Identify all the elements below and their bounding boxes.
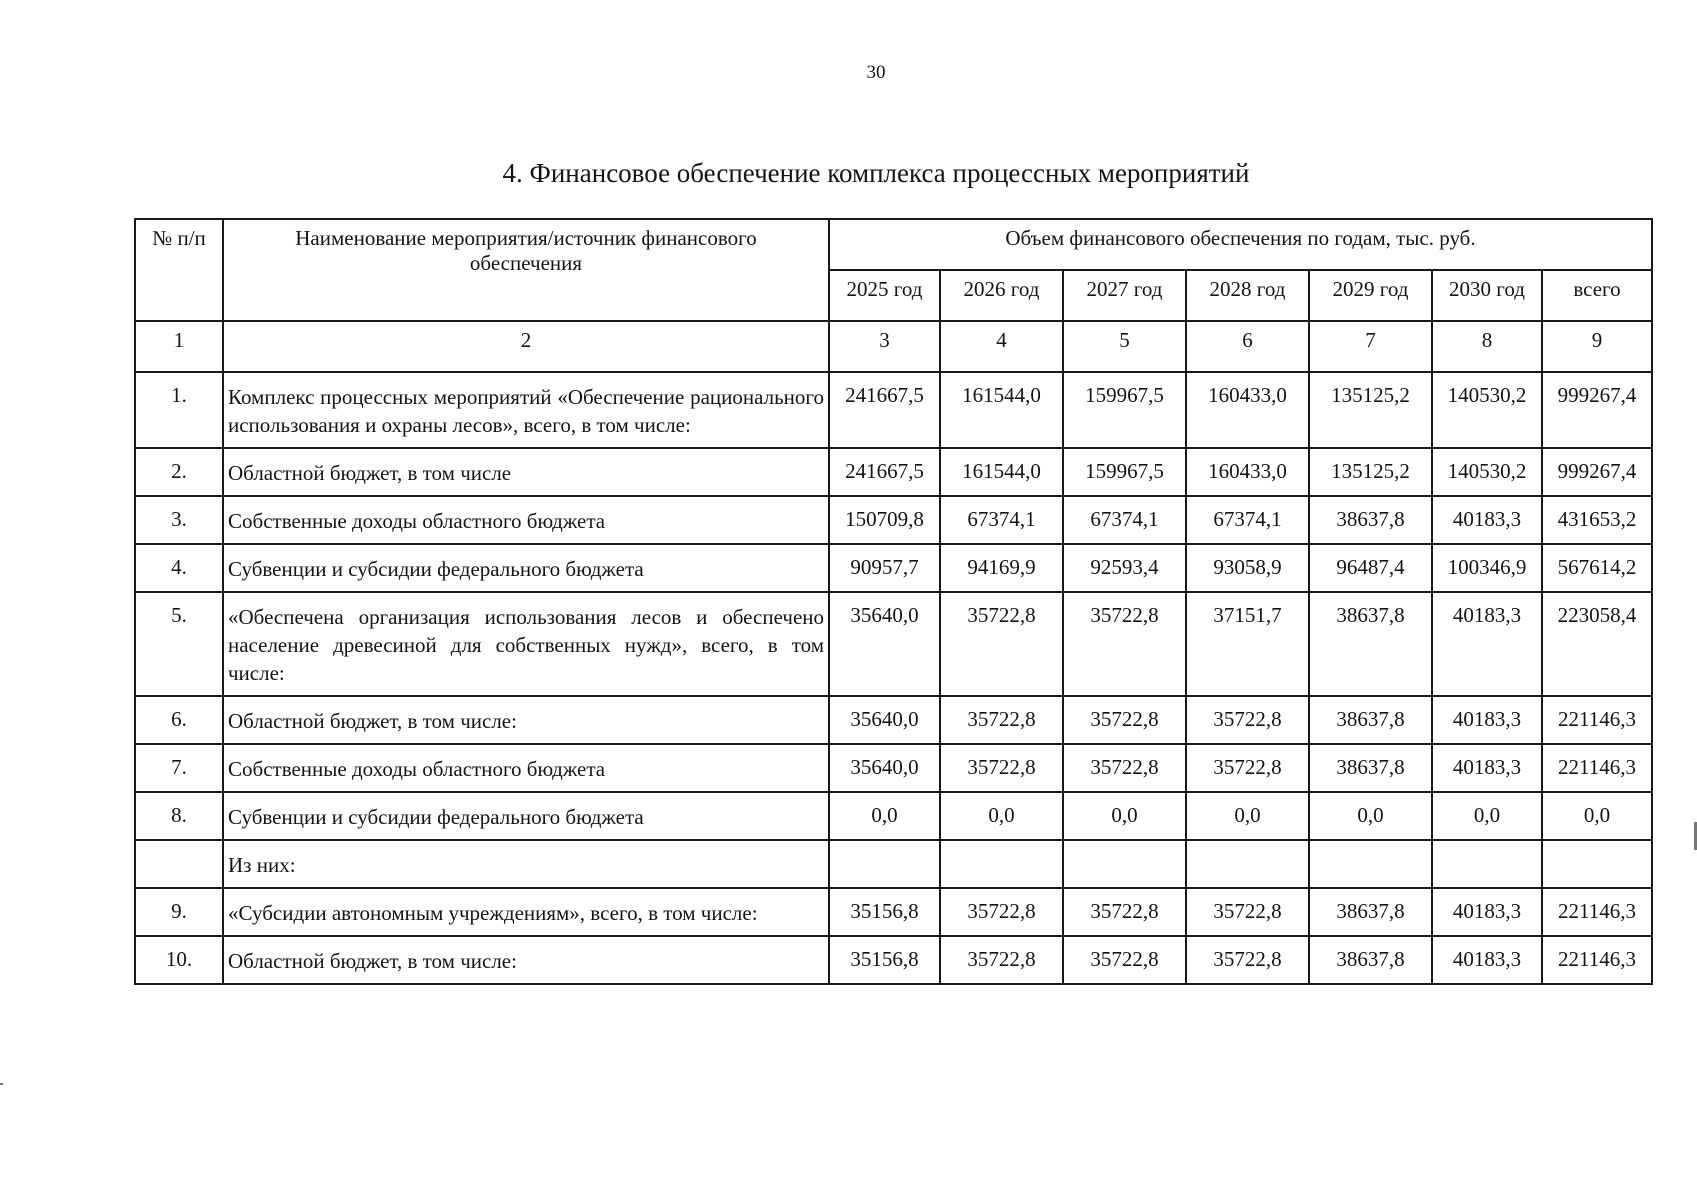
row-year-value <box>1309 840 1432 888</box>
row-year-value: 35640,0 <box>829 592 940 696</box>
row-total-value: 221146,3 <box>1542 936 1652 984</box>
row-year-value: 0,0 <box>1186 792 1309 840</box>
row-year-value: 94169,9 <box>940 544 1063 592</box>
row-year-value: 35722,8 <box>940 592 1063 696</box>
row-number: 5. <box>135 592 223 696</box>
row-year-value: 37151,7 <box>1186 592 1309 696</box>
row-year-value: 67374,1 <box>1186 496 1309 544</box>
row-year-value: 35722,8 <box>940 696 1063 744</box>
row-year-value: 38637,8 <box>1309 888 1432 936</box>
row-year-value: 160433,0 <box>1186 448 1309 496</box>
row-number: 1. <box>135 372 223 448</box>
row-total-value <box>1542 840 1652 888</box>
row-name: «Субсидии автономным учреждениям», всего, в том числе: <box>223 888 829 936</box>
table-row <box>135 448 1652 496</box>
column-index: 5 <box>1063 321 1186 372</box>
row-name: Областной бюджет, в том числе: <box>223 936 829 984</box>
scan-mark <box>0 1083 3 1085</box>
row-year-value <box>1432 840 1542 888</box>
row-year-value: 93058,9 <box>1186 544 1309 592</box>
row-name: Комплекс процессных мероприятий «Обеспечение рационального использования и охраны лесов», всего, в том числе: <box>223 372 829 448</box>
header-year: 2029 год <box>1309 270 1432 321</box>
table-row <box>135 696 1652 744</box>
row-year-value: 159967,5 <box>1063 448 1186 496</box>
header-year: 2026 год <box>940 270 1063 321</box>
row-year-value: 35722,8 <box>1063 936 1186 984</box>
row-number <box>135 840 223 888</box>
row-year-value: 160433,0 <box>1186 372 1309 448</box>
row-year-value: 35722,8 <box>1186 888 1309 936</box>
row-year-value: 35722,8 <box>940 936 1063 984</box>
row-year-value: 40183,3 <box>1432 496 1542 544</box>
row-total-value: 221146,3 <box>1542 744 1652 792</box>
row-name: Субвенции и субсидии федерального бюджета <box>223 792 829 840</box>
row-year-value: 67374,1 <box>1063 496 1186 544</box>
table-row <box>135 372 1652 448</box>
column-index: 6 <box>1186 321 1309 372</box>
column-index: 4 <box>940 321 1063 372</box>
column-index: 7 <box>1309 321 1432 372</box>
row-total-value: 999267,4 <box>1542 448 1652 496</box>
row-total-value: 223058,4 <box>1542 592 1652 696</box>
row-year-value <box>940 840 1063 888</box>
header-num: № п/п <box>135 219 223 321</box>
row-year-value: 135125,2 <box>1309 372 1432 448</box>
table-row <box>135 840 1652 888</box>
row-year-value: 92593,4 <box>1063 544 1186 592</box>
header-name: Наименование мероприятия/источник финансового обеспечения <box>223 219 829 321</box>
row-number: 9. <box>135 888 223 936</box>
row-year-value: 38637,8 <box>1309 696 1432 744</box>
row-year-value: 35722,8 <box>1063 888 1186 936</box>
row-year-value: 35722,8 <box>1186 744 1309 792</box>
row-name: Из них: <box>223 840 829 888</box>
row-total-value: 431653,2 <box>1542 496 1652 544</box>
row-year-value: 140530,2 <box>1432 448 1542 496</box>
row-year-value: 40183,3 <box>1432 592 1542 696</box>
row-year-value: 159967,5 <box>1063 372 1186 448</box>
row-number: 10. <box>135 936 223 984</box>
row-year-value: 135125,2 <box>1309 448 1432 496</box>
table-row <box>135 792 1652 840</box>
row-year-value: 35156,8 <box>829 888 940 936</box>
row-total-value: 999267,4 <box>1542 372 1652 448</box>
row-year-value: 35640,0 <box>829 696 940 744</box>
row-year-value: 35722,8 <box>1063 696 1186 744</box>
row-year-value: 35722,8 <box>940 888 1063 936</box>
row-total-value: 0,0 <box>1542 792 1652 840</box>
row-total-value: 567614,2 <box>1542 544 1652 592</box>
row-year-value: 40183,3 <box>1432 696 1542 744</box>
section-title: 4. Финансовое обеспечение комплекса процессных мероприятий <box>502 158 1250 188</box>
row-year-value: 0,0 <box>1432 792 1542 840</box>
row-year-value: 38637,8 <box>1309 744 1432 792</box>
table-row <box>135 936 1652 984</box>
row-year-value: 90957,7 <box>829 544 940 592</box>
row-year-value: 38637,8 <box>1309 592 1432 696</box>
column-index: 3 <box>829 321 940 372</box>
row-name: Областной бюджет, в том числе: <box>223 696 829 744</box>
row-year-value: 67374,1 <box>940 496 1063 544</box>
row-total-value: 221146,3 <box>1542 696 1652 744</box>
row-year-value: 241667,5 <box>829 448 940 496</box>
row-year-value: 0,0 <box>829 792 940 840</box>
row-year-value: 0,0 <box>1309 792 1432 840</box>
row-total-value: 221146,3 <box>1542 888 1652 936</box>
header-volume: Объем финансового обеспечения по годам, тыс. руб. <box>829 219 1652 270</box>
row-year-value: 40183,3 <box>1432 744 1542 792</box>
column-index-row <box>135 321 1652 372</box>
row-year-value <box>829 840 940 888</box>
table-row <box>135 888 1652 936</box>
row-year-value <box>1186 840 1309 888</box>
row-number: 8. <box>135 792 223 840</box>
table-row <box>135 592 1652 696</box>
row-year-value: 35640,0 <box>829 744 940 792</box>
row-name: Областной бюджет, в том числе <box>223 448 829 496</box>
row-year-value: 0,0 <box>1063 792 1186 840</box>
table-row <box>135 544 1652 592</box>
row-year-value: 140530,2 <box>1432 372 1542 448</box>
page-number: 30 <box>866 62 886 83</box>
table-row <box>135 744 1652 792</box>
row-year-value: 40183,3 <box>1432 936 1542 984</box>
row-year-value: 96487,4 <box>1309 544 1432 592</box>
row-year-value: 161544,0 <box>940 372 1063 448</box>
row-year-value: 0,0 <box>940 792 1063 840</box>
row-year-value: 35722,8 <box>1063 744 1186 792</box>
row-year-value: 150709,8 <box>829 496 940 544</box>
row-number: 6. <box>135 696 223 744</box>
row-year-value: 40183,3 <box>1432 888 1542 936</box>
column-index: 1 <box>135 321 223 372</box>
row-name: «Обеспечена организация использования лесов и обеспечено население древесиной для собственных нужд», всего, в том числе: <box>223 592 829 696</box>
row-year-value: 100346,9 <box>1432 544 1542 592</box>
financing-table <box>134 218 1653 985</box>
header-year: 2025 год <box>829 270 940 321</box>
row-number: 4. <box>135 544 223 592</box>
header-year: 2028 год <box>1186 270 1309 321</box>
column-index: 9 <box>1542 321 1652 372</box>
row-year-value: 35722,8 <box>1186 696 1309 744</box>
row-number: 7. <box>135 744 223 792</box>
column-index: 2 <box>223 321 829 372</box>
row-number: 3. <box>135 496 223 544</box>
row-year-value: 35722,8 <box>1063 592 1186 696</box>
row-year-value: 38637,8 <box>1309 936 1432 984</box>
row-year-value: 35722,8 <box>1186 936 1309 984</box>
row-name: Собственные доходы областного бюджета <box>223 744 829 792</box>
row-number: 2. <box>135 448 223 496</box>
header-total: всего <box>1542 270 1652 321</box>
row-year-value: 161544,0 <box>940 448 1063 496</box>
row-name: Собственные доходы областного бюджета <box>223 496 829 544</box>
column-index: 8 <box>1432 321 1542 372</box>
table-row <box>135 496 1652 544</box>
row-year-value <box>1063 840 1186 888</box>
header-year: 2030 год <box>1432 270 1542 321</box>
row-year-value: 35722,8 <box>940 744 1063 792</box>
header-row <box>135 219 1652 270</box>
row-year-value: 241667,5 <box>829 372 940 448</box>
row-year-value: 38637,8 <box>1309 496 1432 544</box>
row-name: Субвенции и субсидии федерального бюджета <box>223 544 829 592</box>
row-year-value: 35156,8 <box>829 936 940 984</box>
header-year: 2027 год <box>1063 270 1186 321</box>
